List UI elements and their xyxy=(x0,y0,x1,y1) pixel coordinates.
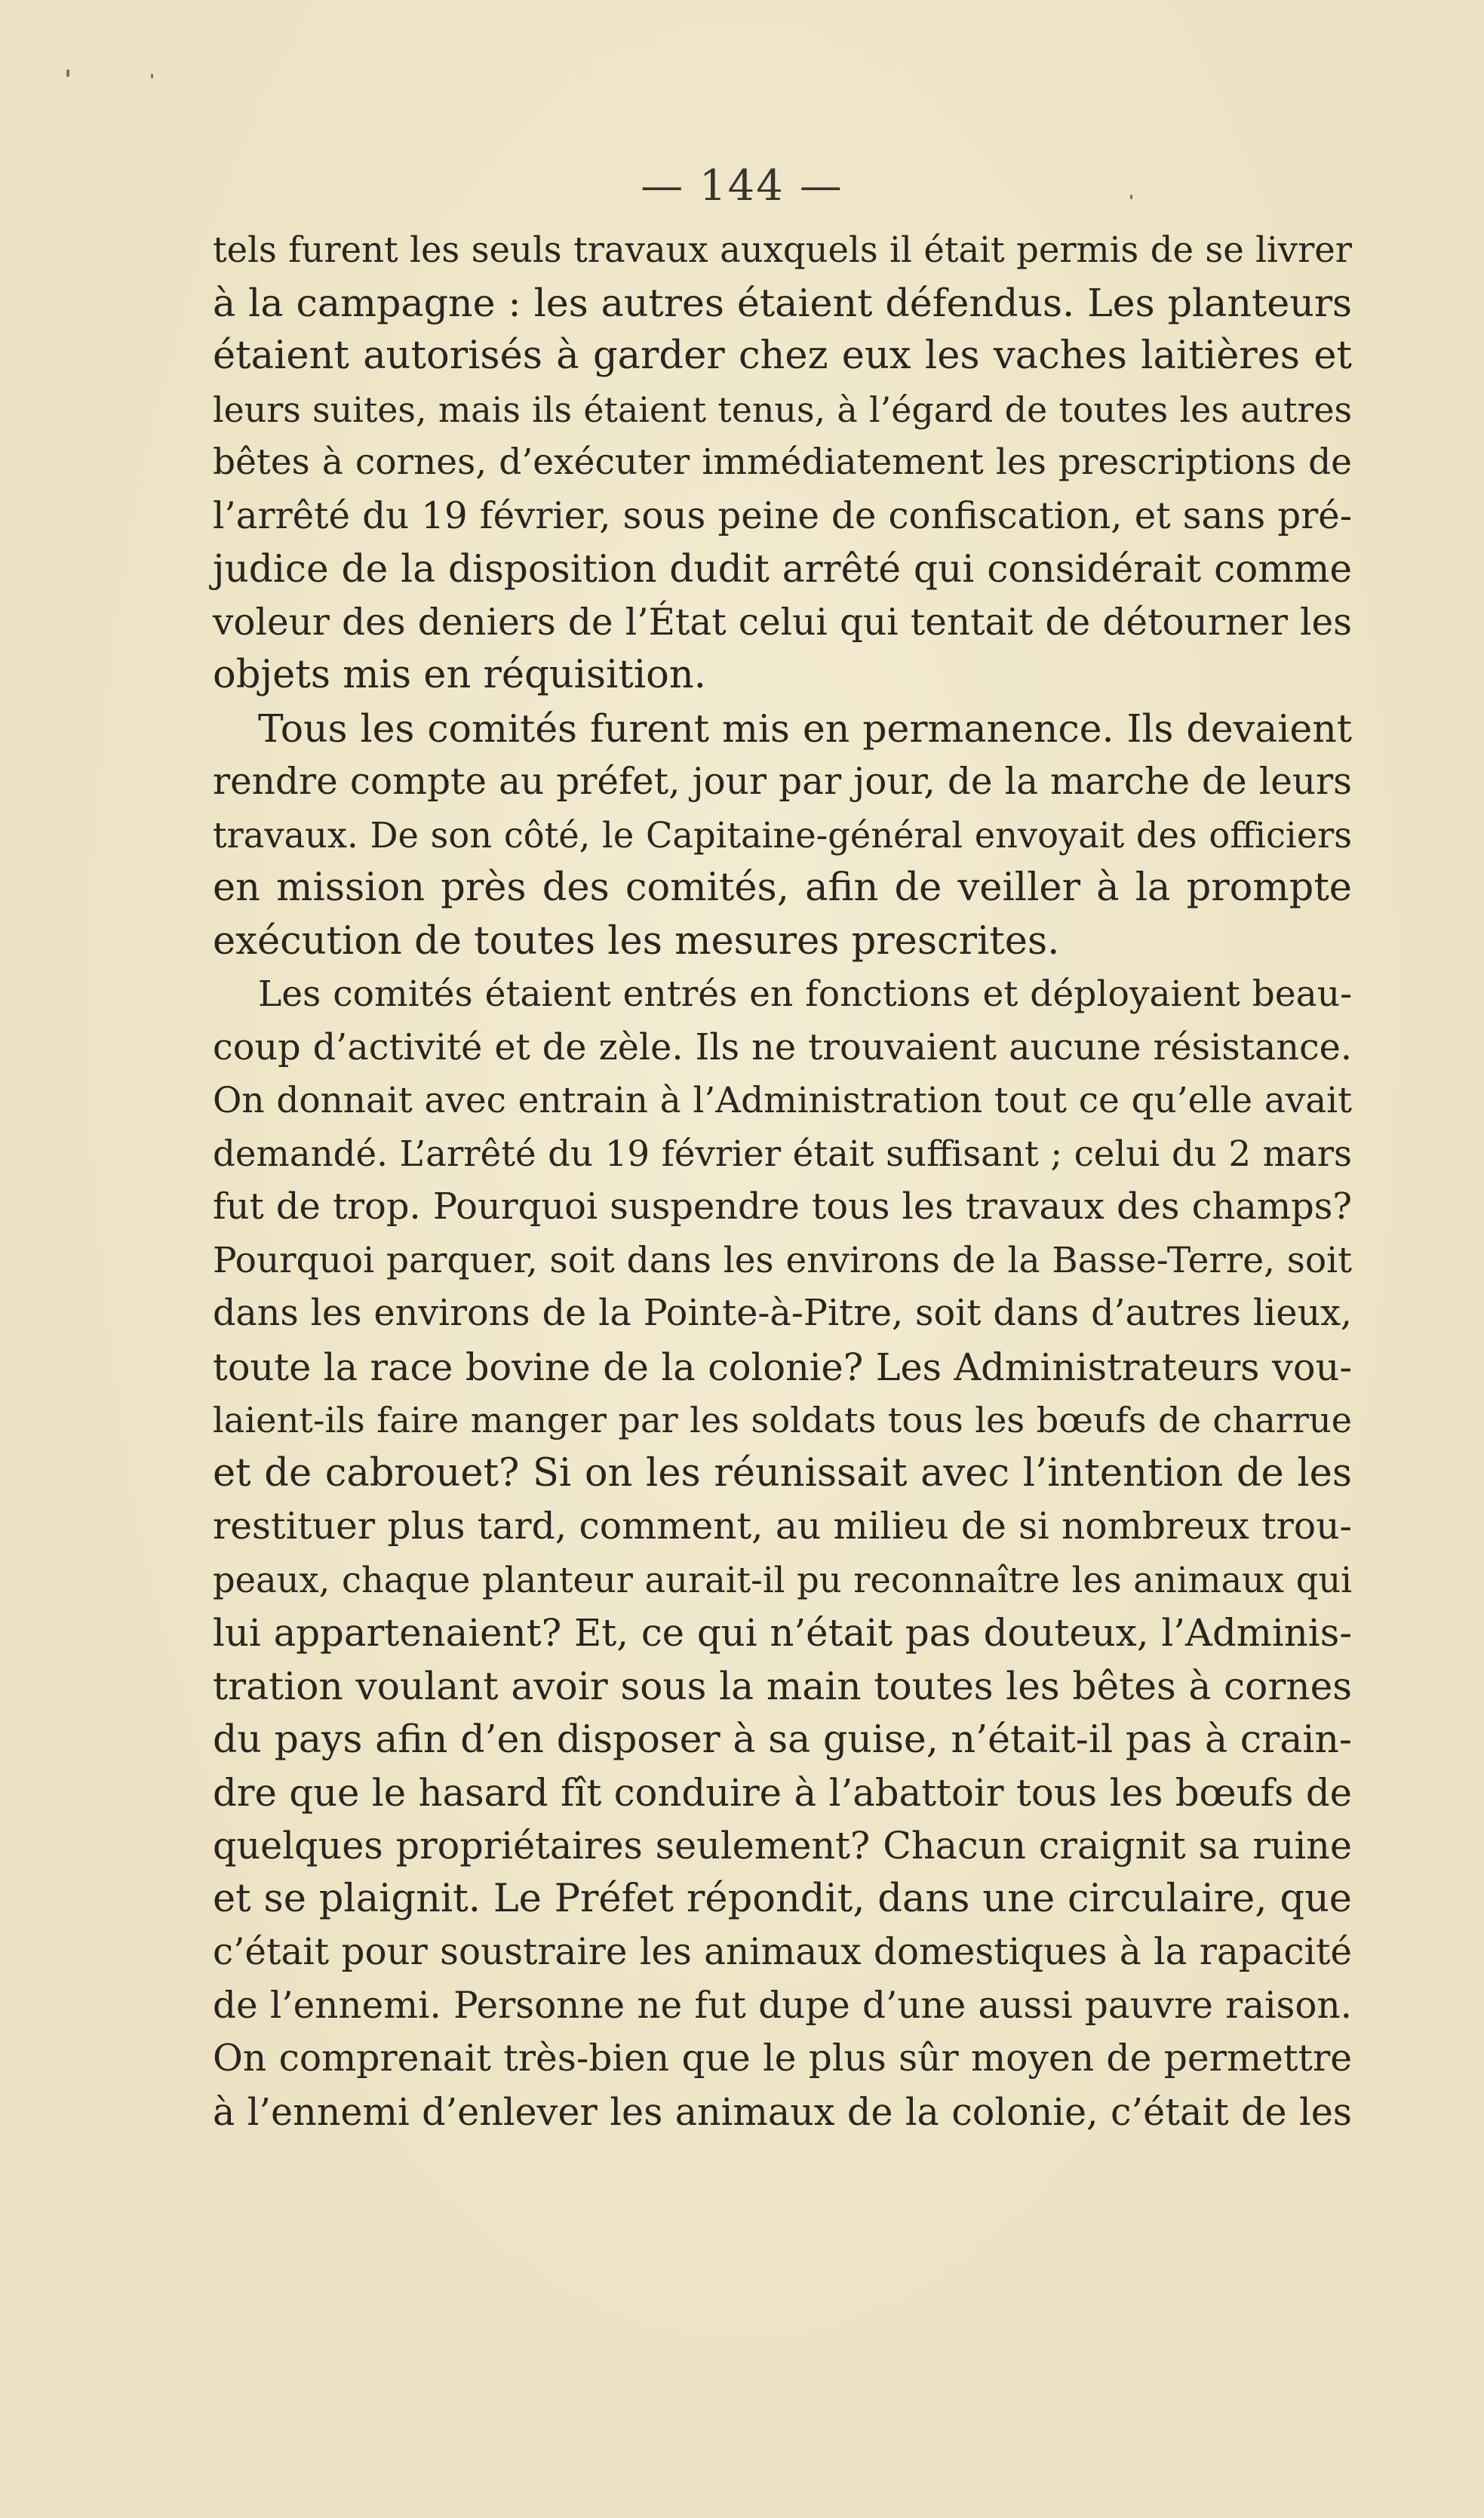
text-line: c’était pour soustraire les animaux domestiques à la rapacité xyxy=(213,1931,1352,1973)
text-line: et se plaignit. Le Préfet répondit, dans une circulaire, que xyxy=(213,1876,1352,1921)
text-line: lui appartenaient? Et, ce qui n’était pas douteux, l’Adminis- xyxy=(213,1611,1352,1655)
text-line: étaient autorisés à garder chez eux les vaches laitières et xyxy=(213,334,1352,378)
text-line: l’arrêté du 19 février, sous peine de confiscation, et sans pré- xyxy=(213,494,1352,537)
text-line: restituer plus tard, comment, au milieu de si nombreux trou- xyxy=(213,1505,1352,1548)
text-line: en mission près des comités, afin de veiller à la prompte xyxy=(213,865,1352,910)
ink-speck xyxy=(66,69,69,77)
body-text xyxy=(213,223,1352,2138)
text-line: dans les environs de la Pointe-à-Pitre, soit dans d’autres lieux, xyxy=(213,1293,1352,1334)
text-line: toute la race bovine de la colonie? Les Administrateurs vou- xyxy=(213,1345,1352,1389)
text-line: exécution de toutes les mesures prescrites. xyxy=(213,918,1060,964)
text-line: fut de trop. Pourquoi suspendre tous les travaux des champs? xyxy=(213,1186,1352,1228)
text-line: objets mis en réquisition. xyxy=(213,653,706,697)
text-line: peaux, chaque planteur aurait-il pu reconnaître les animaux qui xyxy=(213,1559,1352,1600)
ink-speck xyxy=(151,74,153,78)
text-line: tration voulant avoir sous la main toutes les bêtes à cornes xyxy=(213,1663,1352,1708)
text-line: demandé. L’arrêté du 19 février était suffisant ; celui du 2 mars xyxy=(213,1133,1352,1175)
text-line: du pays afin d’en disposer à sa guise, n’était-il pas à crain- xyxy=(213,1717,1352,1761)
text-line: à l’ennemi d’enlever les animaux de la colonie, c’était de les xyxy=(213,2089,1352,2134)
page-number: — 144 — xyxy=(641,161,843,211)
text-line: laient-ils faire manger par les soldats tous les bœufs de charrue xyxy=(213,1400,1352,1440)
text-line: On comprenait très-bien que le plus sûr moyen de permettre xyxy=(213,2037,1352,2080)
paragraph xyxy=(213,968,1352,2138)
text-line: voleur des deniers de l’État celui qui tentait de détourner les xyxy=(213,601,1352,644)
text-line: quelques propriétaires seulement? Chacun craignit sa ruine xyxy=(213,1824,1352,1868)
paragraph xyxy=(213,703,1352,969)
text-line: rendre compte au préfet, jour par jour, de la marche de leurs xyxy=(213,761,1352,803)
text-line: bêtes à cornes, d’exécuter immédiatement les prescriptions de xyxy=(213,441,1352,483)
text-line: tels furent les seuls travaux auxquels il était permis de se livrer xyxy=(213,229,1352,270)
text-line: On donnait avec entrain à l’Administration tout ce qu’elle avait xyxy=(213,1080,1352,1121)
text-line: Tous les comités furent mis en permanence. Ils devaient xyxy=(258,706,1352,751)
text-line: à la campagne : les autres étaient défendus. Les planteurs xyxy=(213,280,1352,325)
paragraph xyxy=(213,223,1352,703)
text-line: travaux. De son côté, le Capitaine-général envoyait des officiers xyxy=(213,814,1352,856)
text-line: Les comités étaient entrés en fonctions et déployaient beau- xyxy=(258,973,1352,1015)
text-line: judice de la disposition dudit arrêté qui considérait comme xyxy=(213,546,1352,591)
text-line: leurs suites, mais ils étaient tenus, à l’égard de toutes les autres xyxy=(213,389,1352,430)
text-line: coup d’activité et de zèle. Ils ne trouvaient aucune résistance. xyxy=(213,1026,1352,1068)
text-line: dre que le hasard fît conduire à l’abattoir tous les bœufs de xyxy=(213,1770,1352,1815)
text-line: et de cabrouet? Si on les réunissait avec l’intention de les xyxy=(213,1450,1352,1496)
text-line: Pourquoi parquer, soit dans les environs de la Basse-Terre, soit xyxy=(213,1239,1352,1281)
text-line: de l’ennemi. Personne ne fut dupe d’une aussi pauvre raison. xyxy=(213,1984,1352,2027)
